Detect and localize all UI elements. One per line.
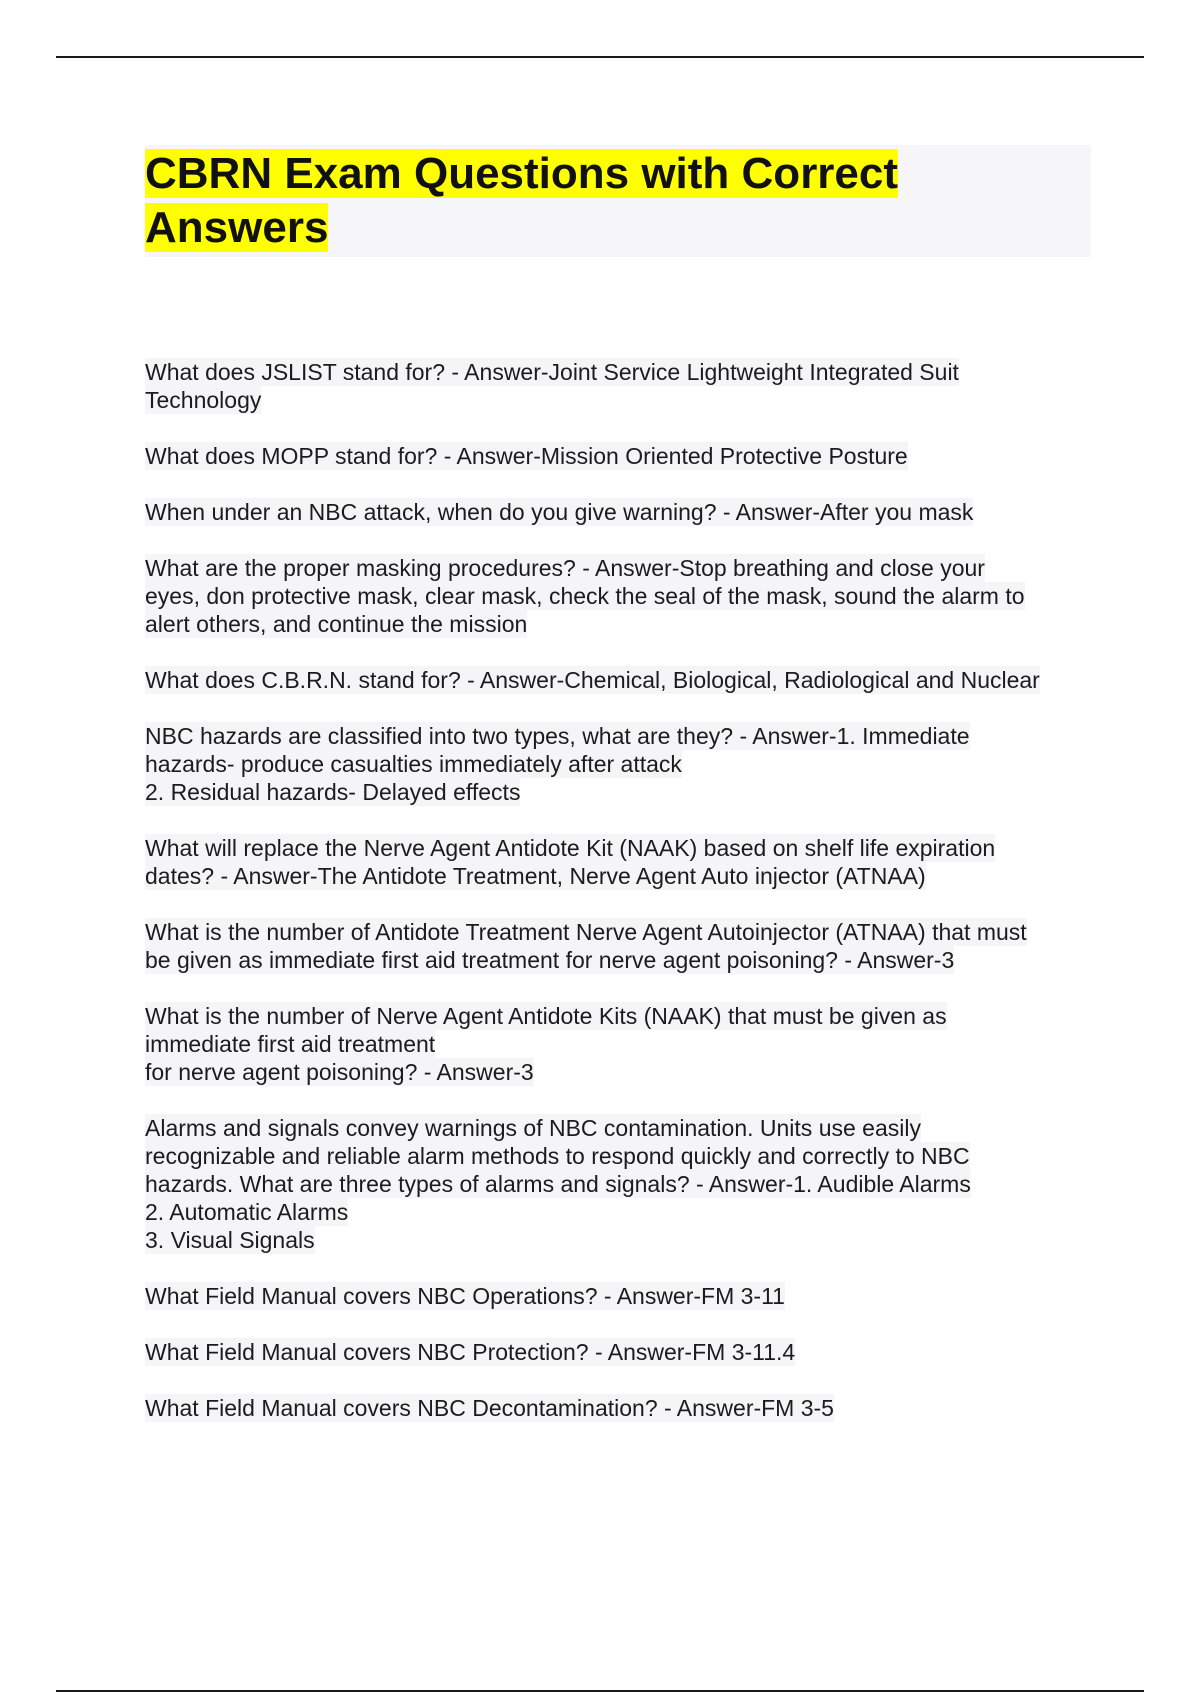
qa-item	[145, 918, 1095, 974]
qa-line: eyes, don protective mask, clear mask, check the seal of the mask, sound the alarm to	[145, 583, 1025, 609]
qa-item	[145, 1282, 1095, 1310]
qa-line: dates? - Answer-The Antidote Treatment, Nerve Agent Auto injector (ATNAA)	[145, 863, 926, 889]
qa-line: NBC hazards are classified into two types, what are they? - Answer-1. Immediate	[145, 723, 970, 749]
qa-line: What is the number of Nerve Agent Antidote Kits (NAAK) that must be given as	[145, 1003, 947, 1029]
qa-item	[145, 554, 1095, 638]
qa-line: What does JSLIST stand for? - Answer-Joint Service Lightweight Integrated Suit	[145, 359, 959, 385]
qa-line: What Field Manual covers NBC Protection? - Answer-FM 3-11.4	[145, 1339, 796, 1365]
qa-item	[145, 1338, 1095, 1366]
qa-line: immediate first aid treatment	[145, 1031, 436, 1057]
qa-line: 2. Residual hazards- Delayed effects	[145, 779, 521, 805]
qa-line: alert others, and continue the mission	[145, 611, 528, 637]
qa-item	[145, 1394, 1095, 1422]
qa-line: recognizable and reliable alarm methods to respond quickly and correctly to NBC	[145, 1143, 970, 1169]
qa-line: be given as immediate first aid treatment for nerve agent poisoning? - Answer-3	[145, 947, 955, 973]
qa-line: hazards- produce casualties immediately after attack	[145, 751, 682, 777]
qa-item	[145, 442, 1095, 470]
qa-line: What is the number of Antidote Treatment Nerve Agent Autoinjector (ATNAA) that must	[145, 919, 1027, 945]
qa-item	[145, 834, 1095, 890]
qa-line: What does C.B.R.N. stand for? - Answer-Chemical, Biological, Radiological and Nuclear	[145, 667, 1040, 693]
qa-line: What Field Manual covers NBC Operations? - Answer-FM 3-11	[145, 1283, 785, 1309]
title-block	[145, 145, 1091, 257]
qa-line: Alarms and signals convey warnings of NBC contamination. Units use easily	[145, 1115, 921, 1141]
qa-line: What are the proper masking procedures? - Answer-Stop breathing and close your	[145, 555, 985, 581]
qa-line: 2. Automatic Alarms	[145, 1199, 349, 1225]
qa-line: Technology	[145, 387, 262, 413]
header-rule	[56, 56, 1144, 58]
footer-rule	[56, 1690, 1144, 1692]
qa-line: hazards. What are three types of alarms and signals? - Answer-1. Audible Alarms	[145, 1171, 971, 1197]
qa-item	[145, 666, 1095, 694]
qa-item	[145, 358, 1095, 414]
qa-item	[145, 1002, 1095, 1086]
qa-line: 3. Visual Signals	[145, 1227, 315, 1253]
qa-line: When under an NBC attack, when do you give warning? - Answer-After you mask	[145, 499, 974, 525]
title-highlight: CBRN Exam Questions with Correct Answers	[145, 149, 899, 252]
qa-line: What Field Manual covers NBC Decontamination? - Answer-FM 3-5	[145, 1395, 834, 1421]
document-title	[145, 145, 1091, 255]
qa-item	[145, 722, 1095, 806]
qa-list	[145, 358, 1095, 1450]
qa-item	[145, 498, 1095, 526]
qa-item	[145, 1114, 1095, 1254]
qa-line: What does MOPP stand for? - Answer-Mission Oriented Protective Posture	[145, 443, 908, 469]
qa-line: for nerve agent poisoning? - Answer-3	[145, 1059, 534, 1085]
qa-line: What will replace the Nerve Agent Antidote Kit (NAAK) based on shelf life expiration	[145, 835, 996, 861]
